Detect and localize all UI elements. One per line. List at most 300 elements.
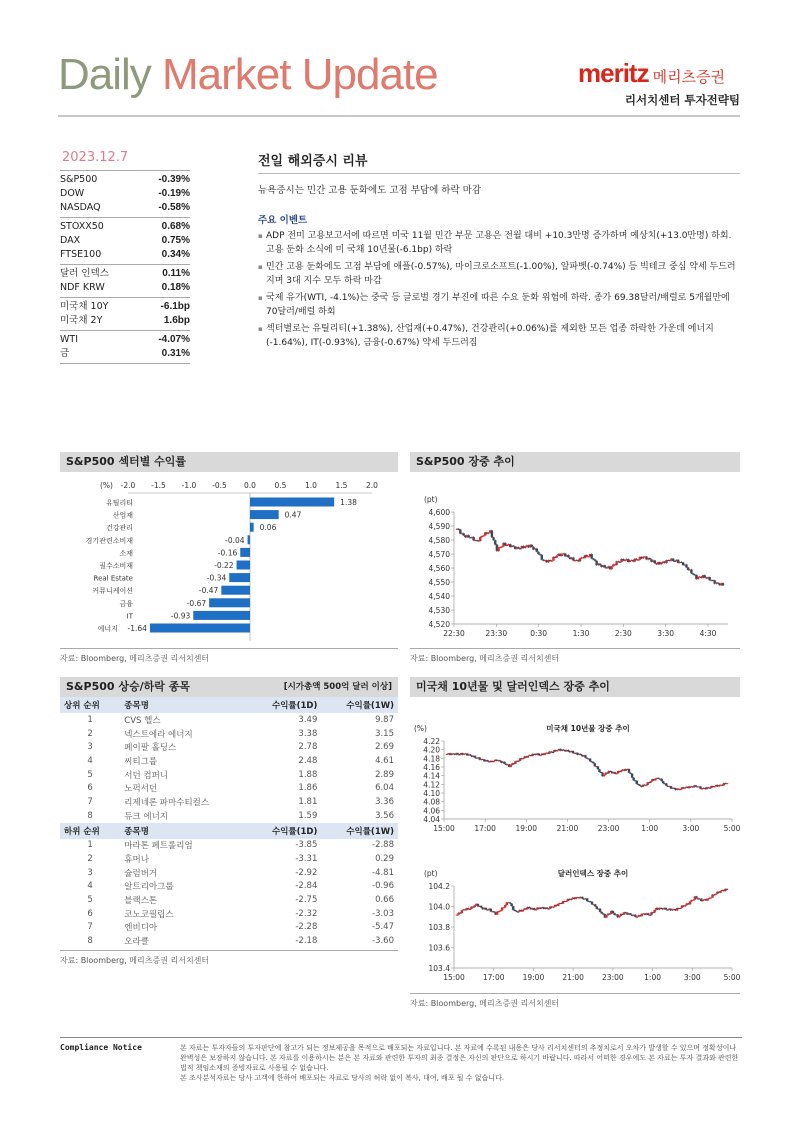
x-tick-label: 17:00 [474, 824, 496, 833]
data-label: -0.93 [170, 611, 191, 621]
candle [541, 555, 543, 560]
return-1w: 6.04 [375, 783, 394, 794]
return-1w: 0.66 [375, 895, 394, 906]
x-tick-label: 19:00 [522, 973, 545, 982]
candle [467, 535, 469, 537]
candle [647, 913, 649, 915]
movers-table [60, 697, 398, 948]
market-name: NASDAQ [60, 202, 101, 213]
y-tick-label: 4.22 [423, 737, 440, 746]
candle [515, 911, 517, 912]
candle [650, 781, 652, 782]
x-tick-label: 23:00 [602, 973, 624, 982]
market-name: 미국채 10Y [60, 301, 109, 312]
market-row [60, 248, 190, 262]
y-tick-label: 4,580 [428, 536, 450, 545]
x-tick-label: 0:30 [530, 629, 548, 638]
table-row [60, 921, 398, 935]
return-1w: -5.47 [372, 922, 394, 933]
candle [469, 909, 471, 910]
panel-title: S&P500 장중 추이 [416, 455, 515, 468]
x-tick-label: 1:00 [641, 824, 659, 833]
market-change: 0.11% [162, 268, 190, 279]
table-row [60, 768, 398, 782]
candle [674, 561, 676, 562]
y-tick-label: 103.8 [428, 923, 450, 932]
market-change: -6.1bp [160, 301, 190, 312]
data-label: -0.47 [198, 586, 219, 596]
candle [639, 785, 641, 786]
y-tick-label: 103.6 [428, 943, 450, 953]
candle [594, 559, 596, 560]
return-1d: -2.28 [295, 922, 318, 933]
compliance-line: 본 조사분석자료는 당사 고객에 한하여 배포되는 자료로 당사의 허락 없이 복사, 대여, 배포 될 수 없습니다. [180, 1074, 505, 1082]
candle [482, 535, 484, 536]
market-group [60, 330, 190, 364]
return-1d: 2.48 [298, 755, 318, 766]
market-name: WTI [60, 334, 78, 345]
rank: 7 [87, 796, 93, 807]
stock-name: CVS 헬스 [124, 715, 161, 726]
y-tick-label: 4.20 [423, 745, 440, 755]
candle [492, 761, 494, 762]
stock-name: 엔비디아 [124, 923, 158, 934]
column-header: 종목명 [120, 823, 248, 839]
market-cap-note: [시가총액 500억 달러 이상] [283, 682, 392, 692]
event-bullet: ▪ 국제 유가(WTI, -4.1%)는 중국 등 글로벌 경기 부진에 따른 수요 둔화 위험에 하락. 종가 69.38달러/배럴로 5개월만에 70달러/배럴 하회 [258, 291, 740, 319]
table-row [60, 880, 398, 894]
market-name: NDF KRW [60, 282, 105, 293]
event-bullet: ▪ ADP 전미 고용보고서에 따르면 미국 11월 민간 부문 고용은 전월 대비 +10.3만명 증가하며 예상치(+13.0만명) 하회. 고용 둔화 소식에 미 국채 10년물(-6.1bp) 하락 [258, 229, 740, 257]
panel-header [60, 452, 398, 472]
panel-header [410, 677, 740, 697]
market-change: -0.19% [158, 188, 190, 199]
return-1d: -3.85 [295, 840, 318, 851]
market-row [60, 234, 190, 248]
return-1d: 3.49 [298, 714, 318, 725]
rank: 5 [87, 769, 93, 780]
market-name: 미국채 2Y [60, 315, 103, 326]
report-date: 2023.12.7 [62, 150, 129, 165]
candle [459, 530, 461, 534]
y-tick-label: 4.08 [423, 797, 440, 807]
bar [250, 510, 279, 519]
title-daily: Daily [58, 50, 151, 99]
candle [719, 891, 721, 893]
candle [536, 549, 538, 552]
return-1w: 3.56 [375, 810, 394, 821]
candle [709, 577, 711, 580]
candle [579, 558, 581, 561]
return-1d: 1.86 [298, 783, 318, 794]
candle [524, 547, 526, 548]
bar [209, 598, 250, 607]
overseas-market-review [258, 150, 740, 350]
candle [469, 754, 471, 755]
market-change: -0.58% [158, 202, 190, 213]
rank: 1 [87, 840, 93, 851]
tick-label: -1.5 [151, 481, 166, 490]
candle [665, 783, 667, 785]
tick-label: 1.5 [335, 481, 348, 490]
y-tick-label: 4,530 [428, 606, 450, 615]
category-label: 커뮤니케이션 [92, 587, 133, 596]
market-group [60, 170, 190, 217]
category-label: Real Estate [93, 574, 133, 583]
meritz-logo [578, 58, 725, 89]
data-label: 1.38 [340, 498, 357, 507]
x-tick-label: 21:00 [556, 824, 579, 833]
candle [510, 903, 512, 906]
candle [586, 758, 588, 759]
market-row [60, 201, 190, 215]
events-list [258, 229, 740, 350]
candle [629, 913, 631, 915]
candle [556, 556, 558, 558]
candle [551, 561, 553, 562]
candle [585, 555, 587, 556]
y-tick-label: 104.0 [428, 902, 450, 912]
candle [517, 547, 519, 548]
event-bullet: ▪ 민간 고용 둔화에도 고점 부담에 애플(-0.57%), 마이크로소프트(-1.00%), 알파벳(-0.74%) 등 빅테크 중심 약세 두드러지며 3대 지수 모두 하락 마감 [258, 260, 740, 288]
data-label: -0.22 [214, 561, 234, 570]
candle [494, 540, 496, 544]
tick-label: 0.0 [244, 481, 256, 490]
category-label: 경기관련소비재 [85, 536, 133, 545]
column-header: 수익률(1W) [321, 697, 398, 713]
candle [546, 908, 548, 909]
candle [597, 766, 599, 769]
candle [679, 908, 681, 909]
sector-return-panel [60, 452, 398, 664]
market-group [60, 217, 190, 264]
compliance-line: 본 자료는 투자자들의 투자판단에 참고가 되는 정보제공을 목적으로 배포되는 자료입니다. 본 자료에 수록된 내용은 당사 리서치센터의 추정치로서 오차가 발생할 수 있으며 정확성이나 완벽성은 보장하지 않습니다. 본 자료를 이용하시는 분은 본 자료와 관련한 투자의 최종 결정은 자신의 판단으로 하시기 바랍니다. 따라서 어떠한 경우에도 본 자료는 투자 결과와 관련한 법적 책임소재의 증빙자료로 사용될 수 없습니다. [180, 1044, 739, 1072]
table-row [60, 866, 398, 880]
x-tick-label: 1:30 [572, 629, 590, 638]
candle [666, 910, 668, 911]
return-1w: 2.69 [375, 742, 394, 753]
category-label: 금융 [119, 599, 133, 608]
movers-panel [60, 677, 398, 966]
y-tick-label: 4.16 [423, 763, 440, 772]
tick-label: 2.0 [366, 481, 378, 490]
candle [552, 752, 554, 753]
return-1w: -3.60 [372, 936, 394, 947]
stock-name: 넥스트에라 에너지 [124, 729, 193, 740]
candle [707, 899, 709, 901]
y-tick-label: 4,540 [428, 592, 450, 601]
data-label: -0.34 [206, 573, 227, 583]
candle [580, 754, 582, 755]
market-row [60, 347, 190, 361]
candle [618, 916, 620, 917]
candle [539, 755, 541, 756]
candle [634, 915, 636, 917]
source-note: 자료: Bloomberg, 메리츠증권 리서치센터 [60, 950, 398, 966]
category-label: 소재 [119, 549, 133, 558]
bar [248, 535, 250, 544]
candle [567, 750, 569, 751]
bar [237, 561, 250, 570]
rank: 2 [87, 728, 93, 739]
table-row [60, 809, 398, 823]
stock-name: 오라클 [124, 937, 149, 948]
title-market-update: Market Update [162, 50, 438, 99]
y-tick-label: 4,550 [428, 578, 450, 587]
candle [538, 754, 540, 756]
candle [684, 905, 686, 906]
rank: 4 [87, 755, 93, 766]
candle [612, 911, 614, 913]
candle [689, 901, 691, 904]
bar [229, 573, 250, 582]
stock-name: 휴머나 [124, 855, 149, 866]
data-label: 0.06 [259, 523, 277, 533]
category-label: 산업재 [112, 511, 133, 520]
candle [600, 912, 602, 914]
market-change: 0.31% [161, 348, 190, 359]
rank: 3 [87, 867, 93, 878]
candle [599, 909, 601, 912]
candle [572, 751, 574, 753]
candle [519, 548, 521, 549]
source-note: 자료: Bloomberg, 메리츠증권 리서치센터 [60, 648, 398, 664]
candle [662, 781, 664, 783]
y-tick-label: 4,600 [428, 508, 450, 517]
return-1w: 3.36 [375, 796, 394, 807]
x-tick-label: 4:30 [699, 629, 717, 638]
rank: 8 [87, 810, 93, 821]
return-1d: 1.88 [298, 769, 318, 780]
candle [510, 765, 512, 767]
data-label: -1.64 [127, 624, 147, 633]
column-header: 수익률(1W) [321, 823, 398, 839]
rank: 2 [87, 854, 93, 865]
return-1d: 2.78 [298, 742, 318, 753]
market-name: FTSE100 [60, 249, 102, 260]
y-tick-label: 104.2 [428, 882, 450, 891]
candle [493, 911, 495, 912]
candle [665, 908, 667, 910]
return-1w: 4.61 [375, 755, 394, 766]
stock-name: 듀크 에너지 [124, 811, 169, 822]
rank: 6 [87, 783, 93, 794]
candle [486, 910, 488, 911]
candle [528, 907, 530, 908]
candle [565, 901, 567, 902]
candle [631, 774, 633, 778]
review-title: 전일 해외증시 리뷰 [258, 150, 740, 174]
candle [672, 559, 674, 561]
rank: 4 [87, 881, 93, 892]
market-row [60, 333, 190, 347]
unit-label: (pt) [424, 495, 438, 504]
column-header: 하위 순위 [60, 823, 120, 839]
dollar-index-intraday-chart [410, 846, 740, 989]
sp500-intraday-panel [410, 452, 740, 664]
candle [474, 756, 476, 758]
tick-label: 0.5 [274, 481, 287, 490]
compliance-label: Compliance Notice [60, 1043, 142, 1052]
market-change: 0.68% [161, 221, 190, 232]
candle [472, 537, 474, 540]
stock-name: 마라톤 페트롤리엄 [124, 841, 193, 852]
candle [604, 565, 606, 567]
data-label: -0.16 [217, 548, 238, 558]
data-label: 0.47 [284, 510, 302, 520]
x-tick-label: 5:00 [723, 824, 740, 833]
team-name: 리서치센터 투자전략팀 [624, 93, 740, 107]
brand-name: meritz [578, 58, 649, 88]
candle [556, 750, 558, 751]
x-tick-label: 17:00 [482, 973, 505, 982]
bar [193, 611, 250, 620]
return-1d: -2.32 [295, 908, 318, 919]
events-title: 주요 이벤트 [258, 215, 308, 226]
candle [487, 533, 489, 534]
chart-title: 미국채 10년물 장중 추이 [546, 724, 630, 733]
return-1d: 1.81 [298, 796, 318, 807]
compliance-text [180, 1043, 742, 1083]
candle [572, 558, 574, 561]
market-change: -4.07% [158, 334, 190, 345]
return-1w: 9.87 [375, 714, 394, 725]
candle [594, 763, 596, 766]
rank: 7 [87, 922, 93, 933]
candle [462, 533, 464, 535]
candle [605, 915, 607, 917]
data-label: -0.67 [186, 598, 207, 608]
category-label: IT [126, 612, 133, 621]
rank: 8 [87, 936, 93, 947]
return-1d: 3.38 [298, 728, 318, 739]
y-tick-label: 4,520 [428, 620, 450, 629]
rates-dollar-panel [410, 677, 740, 1009]
stock-name: 블랙스톤 [124, 896, 158, 907]
candle [509, 902, 511, 903]
table-row [60, 893, 398, 907]
return-1d: -2.92 [295, 867, 318, 878]
source-note: 자료: Bloomberg, 메리츠증권 리서치센터 [410, 648, 740, 664]
candle [690, 569, 692, 573]
return-1d: 1.59 [298, 810, 318, 821]
candle [702, 900, 704, 901]
candle [660, 563, 662, 565]
report-title [58, 50, 438, 100]
candle [499, 910, 501, 911]
market-change: 0.34% [161, 249, 190, 260]
candle [710, 898, 712, 899]
candle [491, 530, 493, 537]
market-row [60, 281, 190, 295]
candle [679, 789, 681, 790]
stock-name: 리제네론 파마수티컬스 [124, 797, 210, 808]
candle [636, 917, 638, 918]
return-1w: -4.81 [372, 867, 394, 878]
market-row [60, 300, 190, 314]
x-tick-label: 22:30 [443, 629, 465, 638]
table-row [60, 713, 398, 727]
candle [501, 546, 503, 547]
candle [570, 899, 572, 900]
candle [713, 786, 715, 787]
candle [535, 909, 537, 910]
tick-label: -1.0 [181, 481, 197, 490]
stock-name: 알트리아그룹 [124, 882, 174, 893]
candle [537, 552, 539, 554]
x-tick-label: 2:30 [614, 629, 632, 638]
unit-label: (pt) [424, 869, 438, 878]
candle [592, 762, 594, 763]
x-tick-label: 5:00 [723, 973, 740, 982]
panel-title: 미국채 10년물 및 달러인덱스 장중 추이 [416, 680, 610, 693]
candle [636, 781, 638, 784]
event-bullet: ▪ 섹터별로는 유틸리티(+1.38%), 산업재(+0.47%), 건강관리(+0.06%)를 제외한 모든 업종 하락한 가운데 에너지(-1.64%), IT(-0.93%), 금융(-0.67%) 약세 두드러짐 [258, 322, 740, 350]
movers-header-row [60, 697, 398, 713]
table-row [60, 852, 398, 866]
candle [596, 906, 598, 908]
return-1d: -2.18 [295, 936, 318, 947]
candle [527, 756, 529, 758]
stock-name: 씨티그룹 [124, 756, 158, 767]
candle [522, 910, 524, 912]
x-tick-label: 15:00 [433, 824, 455, 833]
y-tick-label: 4.04 [423, 815, 440, 824]
candle [590, 554, 592, 559]
candle [485, 908, 487, 910]
brand-name-kr: 메리츠증권 [652, 68, 726, 86]
candle [599, 564, 601, 565]
table-row [60, 907, 398, 921]
review-summary: 뉴욕증시는 민간 고용 둔화에도 고점 부담에 하락 마감 [258, 185, 482, 196]
candle [717, 583, 719, 584]
candle [632, 778, 634, 781]
return-1w: 2.89 [375, 769, 394, 780]
x-tick-label: 3:00 [682, 824, 700, 833]
candle [492, 537, 494, 540]
source-note: 자료: Bloomberg, 메리츠증권 리서치센터 [410, 993, 740, 1009]
candle [587, 556, 589, 557]
return-1w: -0.96 [372, 881, 394, 892]
candle [620, 770, 622, 771]
return-1d: -2.75 [295, 895, 318, 906]
market-group [60, 297, 190, 330]
movers-header-row [60, 823, 398, 839]
bar [250, 523, 254, 532]
panel-title: S&P500 섹터별 수익률 [66, 455, 186, 468]
market-change: -0.39% [158, 174, 190, 185]
return-1d: -2.84 [295, 881, 318, 892]
candle [695, 785, 697, 786]
return-1w: 3.15 [375, 728, 394, 739]
panel-header [60, 677, 398, 697]
market-change: 0.18% [161, 282, 190, 293]
column-header: 상위 순위 [60, 697, 120, 713]
candle [624, 560, 626, 561]
bar [221, 586, 250, 595]
panel-header [410, 452, 740, 472]
y-tick-label: 4,560 [428, 564, 450, 573]
table-row [60, 795, 398, 809]
candle [692, 900, 694, 901]
column-header: 수익률(1D) [248, 823, 321, 839]
candle [660, 779, 662, 781]
candle [628, 769, 630, 773]
data-label: -0.04 [225, 535, 245, 545]
return-1d: -3.31 [295, 854, 318, 865]
candle [461, 910, 463, 913]
header-divider [58, 115, 740, 117]
